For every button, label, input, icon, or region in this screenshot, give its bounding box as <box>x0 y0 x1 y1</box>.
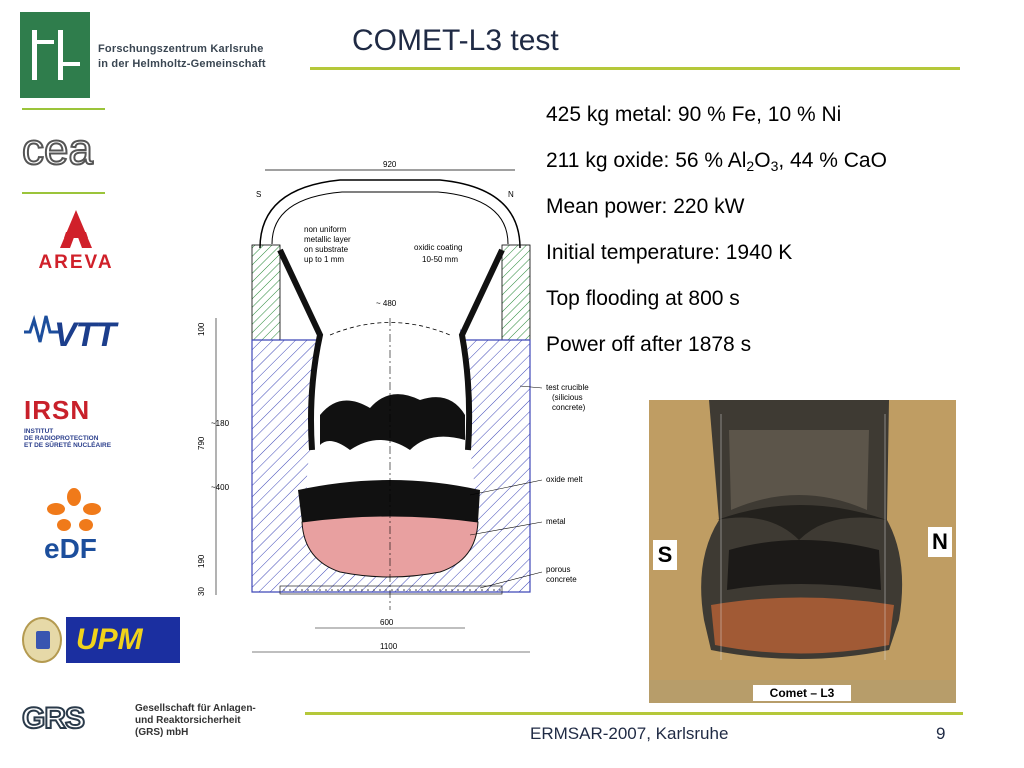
dim-920: 920 <box>383 160 397 169</box>
irsn-sub1: INSTITUT <box>24 428 54 435</box>
label-porous-1: porous <box>546 565 571 574</box>
areva-a-icon <box>24 208 128 252</box>
label-crucible-1: test crucible <box>546 383 589 392</box>
bullet-oxide: 211 kg oxide: 56 % $Al_2O_3$, 44 % CaO <box>546 149 887 174</box>
irsn-logo <box>24 395 128 465</box>
title-underline <box>310 67 960 70</box>
bullet-flooding: Top flooding at 800 s <box>546 287 740 310</box>
dim-190: 190 <box>197 554 206 568</box>
note-layer-1: non uniform <box>304 225 347 234</box>
cea-logo-icon <box>22 126 106 174</box>
edf-logo <box>40 487 110 569</box>
upm-seal-icon <box>22 617 62 663</box>
edf-sun-icon <box>40 487 110 533</box>
label-porous-2: concrete <box>546 575 577 584</box>
dim-400: ~400 <box>211 483 230 492</box>
grs-line3: (GRS) mbH <box>135 727 189 738</box>
areva-logo-text: AREVA <box>38 252 114 273</box>
upm-logo-text: UPM <box>76 623 143 656</box>
crucible-dome <box>260 180 520 248</box>
dim-100: 100 <box>197 322 206 336</box>
fzk-name <box>98 42 266 72</box>
dim-30: 30 <box>197 587 206 596</box>
footer-text: ERMSAR-2007, Karlsruhe <box>530 724 729 743</box>
edf-logo-text: eDF <box>44 533 97 564</box>
grs-line1: Gesellschaft für Anlagen- <box>135 703 256 714</box>
bullet-metal: 425 kg metal: 90 % Fe, 10 % Ni <box>546 103 842 126</box>
fzk-line1: Forschungszentrum Karlsruhe <box>98 43 264 55</box>
page-number: 9 <box>936 724 946 743</box>
label-crucible-2: (silicious <box>552 393 583 402</box>
logo-separator <box>22 192 105 194</box>
fzk-line2: in der Helmholtz-Gemeinschaft <box>98 58 266 70</box>
bullet-power: Mean power: 220 kW <box>546 195 745 218</box>
bullet-power-off: Power off after 1878 s <box>546 333 752 356</box>
grs-name <box>135 703 256 739</box>
dim-790: 790 <box>197 436 206 450</box>
logo-separator <box>22 108 105 110</box>
bullet-list <box>546 92 887 368</box>
bullet-temperature: Initial temperature: 1940 K <box>546 241 793 264</box>
upper-wall-right <box>502 245 530 340</box>
dim-480: ~ 480 <box>376 299 397 308</box>
areva-logo <box>24 208 128 274</box>
photo-label-s: S <box>653 540 677 570</box>
dim-600: 600 <box>380 618 394 627</box>
note-coating-1: oxidic coating <box>414 243 463 252</box>
cea-logo <box>22 126 106 179</box>
grs-logo-text: GRS <box>22 702 85 735</box>
note-coating-2: 10-50 mm <box>422 255 459 264</box>
fzk-logo <box>20 12 90 98</box>
label-metal: metal <box>546 517 566 526</box>
photo-cross-section <box>649 400 956 703</box>
label-oxide-melt: oxide melt <box>546 475 583 484</box>
grs-line2: und Reaktorsicherheit <box>135 715 241 726</box>
upper-wall-left <box>252 245 280 340</box>
irsn-logo-text: IRSN <box>24 395 91 425</box>
comet-l3-photo <box>649 400 956 703</box>
fzk-emblem-icon <box>20 12 90 98</box>
vtt-logo <box>22 308 146 360</box>
side-n: N <box>508 190 514 199</box>
photo-label-n: N <box>928 527 952 557</box>
photo-caption: Comet – L3 <box>753 685 851 701</box>
crucible-diagram <box>180 150 590 660</box>
irsn-sub3: ET DE SÛRETÉ NUCLÉAIRE <box>24 442 112 449</box>
note-layer-2: metallic layer <box>304 235 351 244</box>
vtt-logo-text: VTT <box>54 316 116 354</box>
porous-concrete <box>280 586 502 594</box>
footer-rule <box>305 712 963 715</box>
dim-180: ~180 <box>211 419 230 428</box>
upm-logo <box>66 617 180 663</box>
irsn-sub2: DE RADIOPROTECTION <box>24 435 99 442</box>
label-crucible-3: concrete) <box>552 403 586 412</box>
dim-1100: 1100 <box>380 642 398 651</box>
side-s: S <box>256 190 262 199</box>
slide-title: COMET-L3 test <box>352 24 559 57</box>
note-layer-4: up to 1 mm <box>304 255 345 264</box>
grs-logo <box>22 702 84 736</box>
cea-logo-text: cea <box>22 126 93 174</box>
note-layer-3: on substrate <box>304 245 349 254</box>
